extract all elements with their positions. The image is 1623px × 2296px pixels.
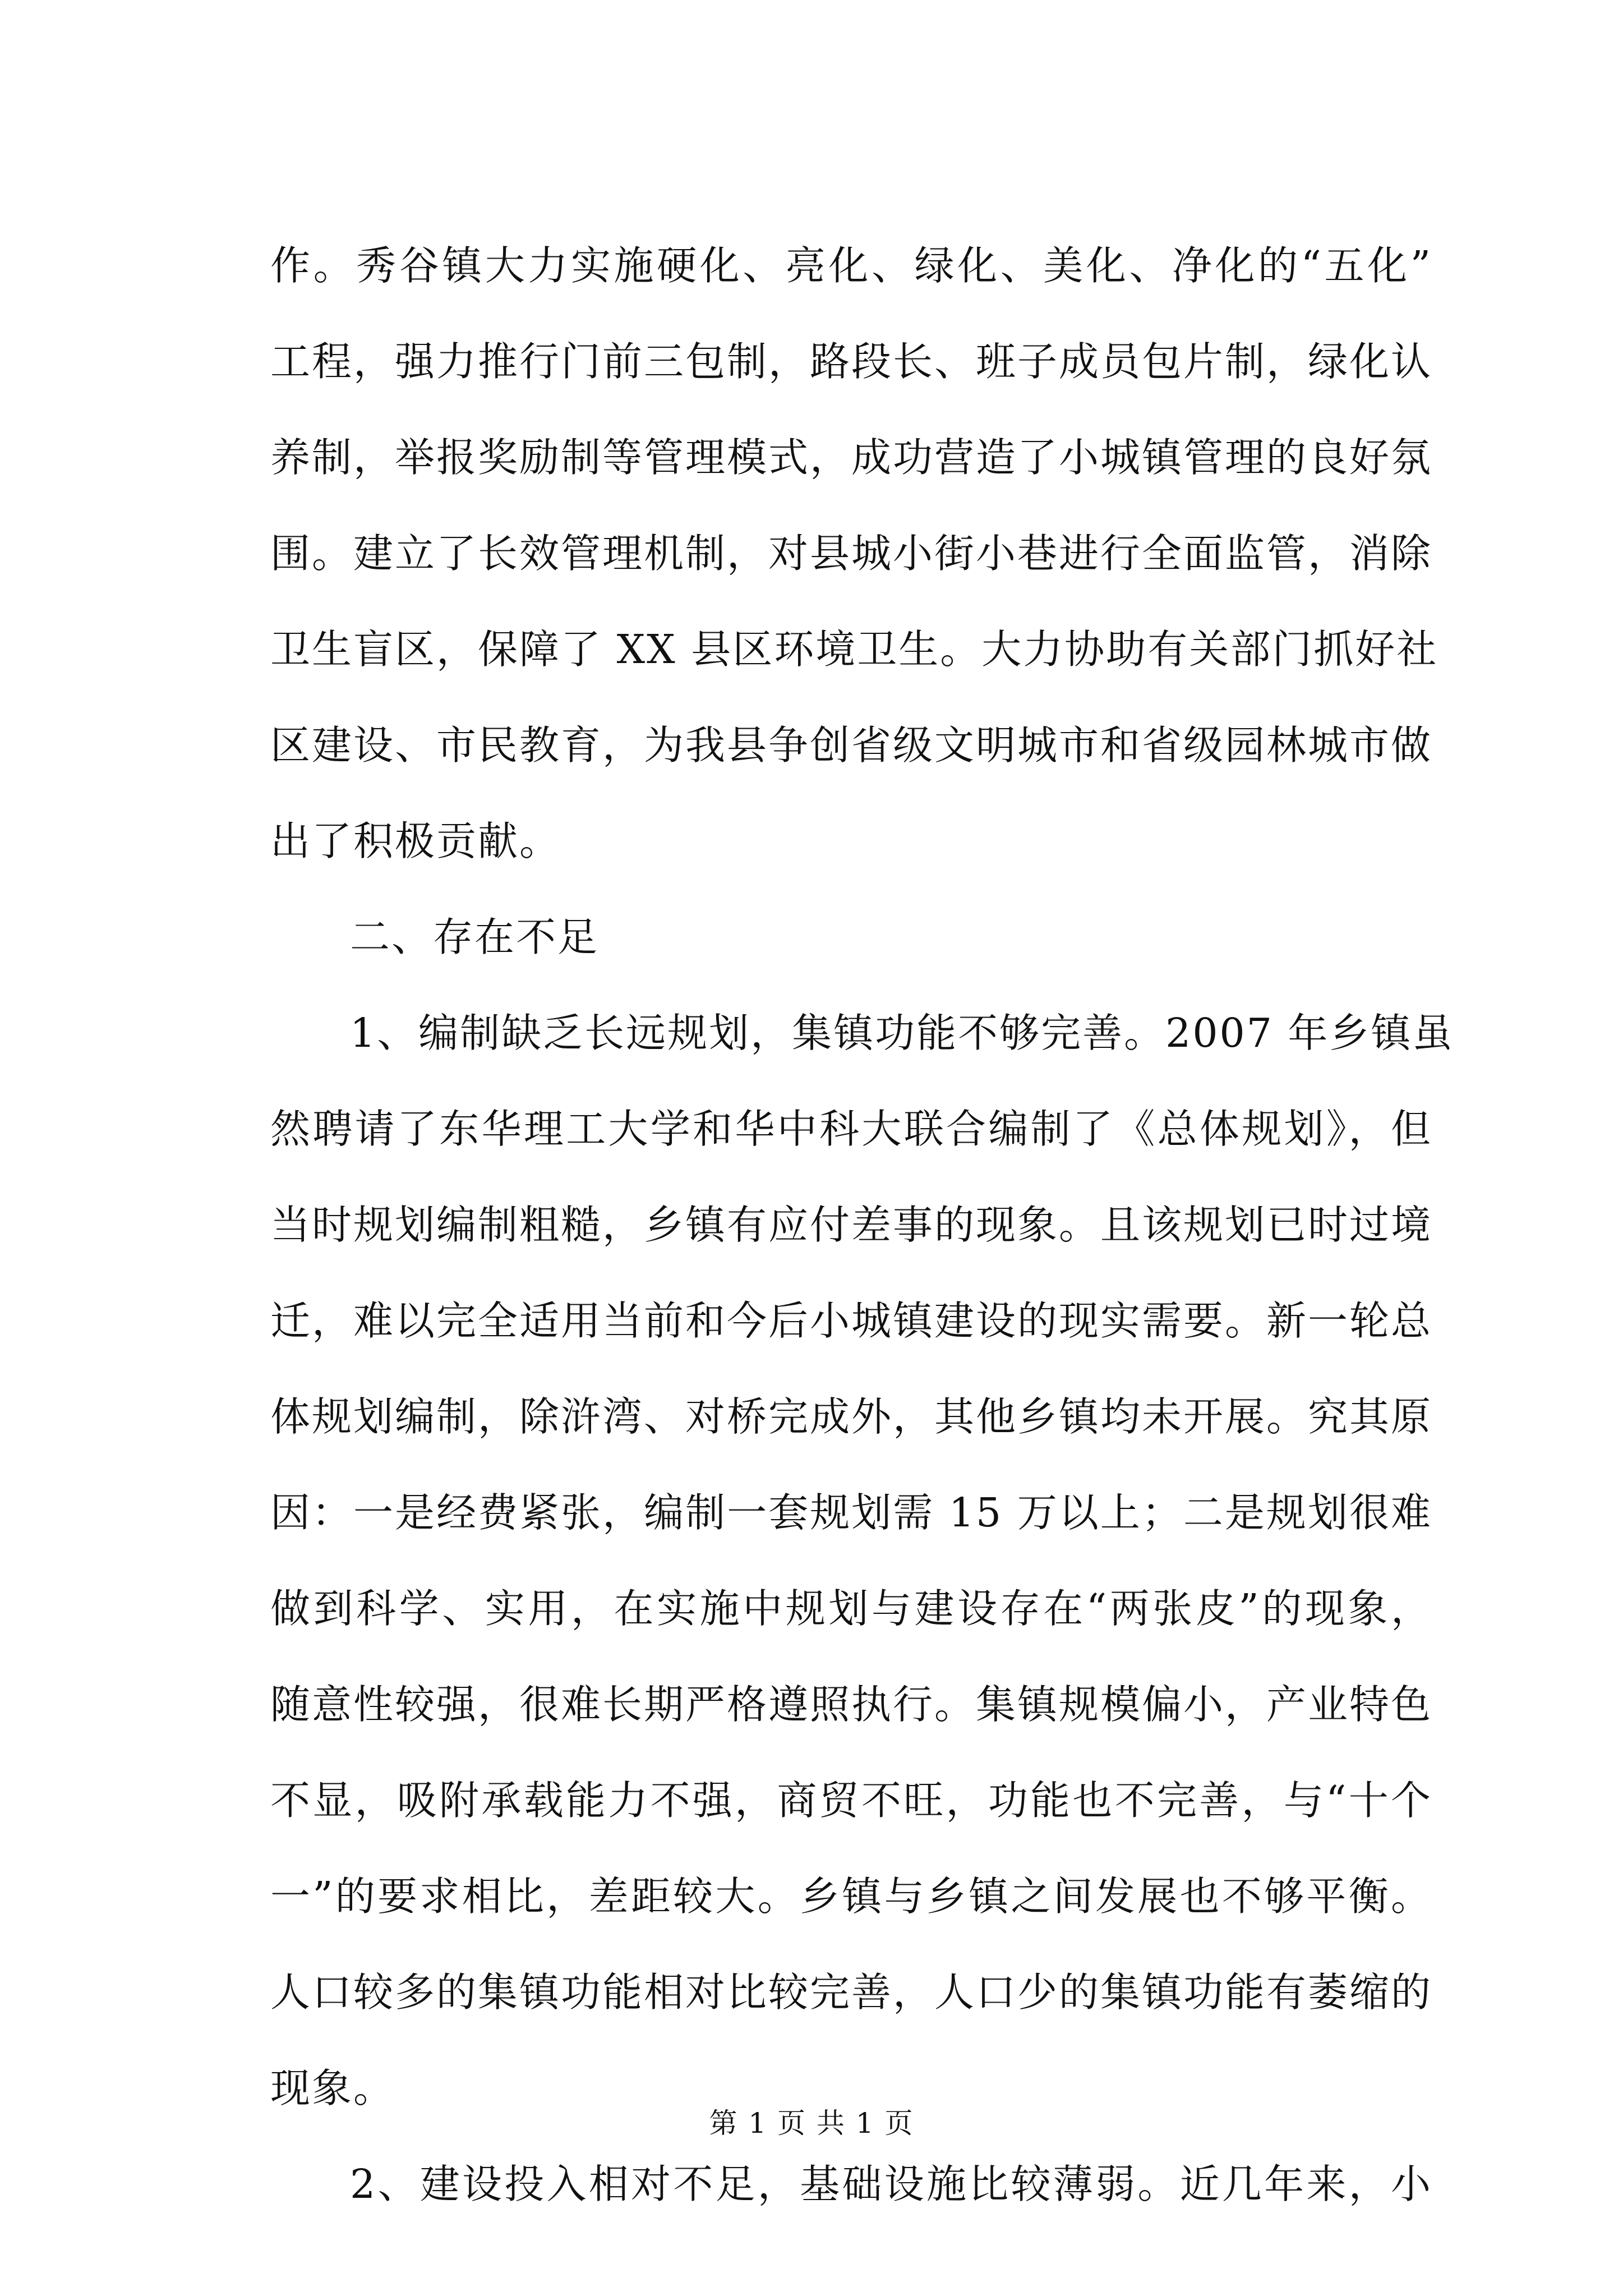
text-line: 因：一是经费紧张，编制一套规划需 15 万以上；二是规划很难 <box>270 1489 1432 1536</box>
text-line: 卫生盲区，保障了 XX 县区环境卫生。大力协助有关部门抓好社 <box>270 626 1438 673</box>
text-line: 一”的要求相比，差距较大。乡镇与乡镇之间发展也不够平衡。 <box>270 1873 1432 1920</box>
text-line: 1、编制缺乏长远规划，集镇功能不够完善。2007 年乡镇虽 <box>350 1010 1454 1056</box>
text-line: 当时规划编制粗糙，乡镇有应付差事的现象。且该规划已时过境 <box>270 1202 1433 1248</box>
text-line: 然聘请了东华理工大学和华中科大联合编制了《总体规划》，但 <box>270 1106 1432 1152</box>
text-line: 出了积极贡献。 <box>270 818 561 864</box>
page-footer: 第 1 页 共 1 页 <box>709 2107 914 2139</box>
text-line: 二、存在不足 <box>350 914 600 960</box>
text-line: 迁，难以完全适用当前和今后小城镇建设的现实需要。新一轮总 <box>270 1297 1433 1344</box>
text-line: 区建设、市民教育，为我县争创省级文明城市和省级园林城市做 <box>270 722 1433 769</box>
text-line: 围。建立了长效管理机制，对县城小街小巷进行全面监管，消除 <box>270 530 1433 577</box>
text-line: 做到科学、实用，在实施中规划与建设存在“两张皮”的现象， <box>270 1585 1432 1632</box>
text-line: 现象。 <box>270 2065 395 2111</box>
text-line: 2、建设投入相对不足，基础设施比较薄弱。近几年来，小 <box>350 2161 1432 2207</box>
text-line: 作。秀谷镇大力实施硬化、亮化、绿化、美化、净化的“五化” <box>270 242 1432 289</box>
text-line: 随意性较强，很难长期严格遵照执行。集镇规模偏小，产业特色 <box>270 1681 1433 1728</box>
text-line: 人口较多的集镇功能相对比较完善，人口少的集镇功能有萎缩的 <box>270 1969 1433 2016</box>
text-line: 养制，举报奖励制等管理模式，成功营造了小城镇管理的良好氛 <box>270 434 1433 481</box>
text-line: 不显，吸附承载能力不强，商贸不旺，功能也不完善，与“十个 <box>270 1777 1432 1824</box>
body-text <box>270 218 1454 2232</box>
text-line: 工程，强力推行门前三包制，路段长、班子成员包片制，绿化认 <box>270 338 1433 385</box>
text-line: 体规划编制，除浒湾、对桥完成外，其他乡镇均未开展。究其原 <box>270 1393 1433 1440</box>
